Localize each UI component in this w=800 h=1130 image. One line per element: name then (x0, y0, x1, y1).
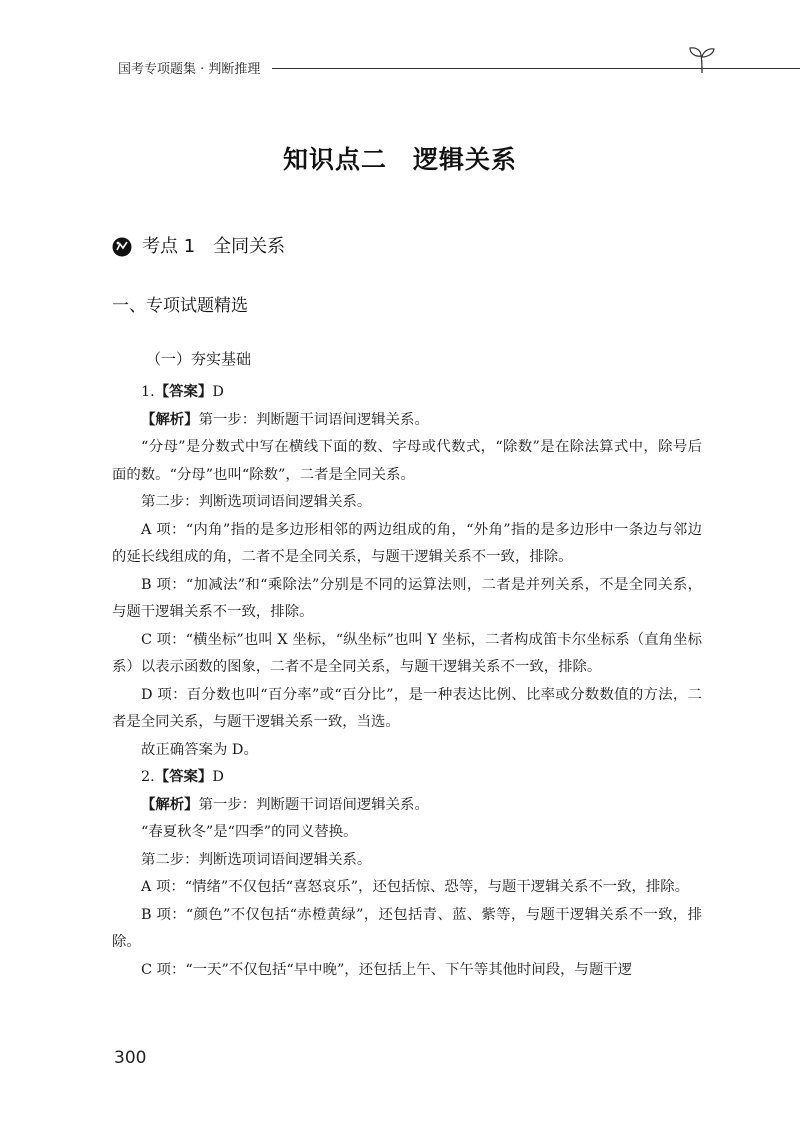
paragraph: 第二步：判断选项词语间逻辑关系。 (141, 494, 372, 510)
paragraph: C 项：“横坐标”也叫 X 坐标，“纵坐标”也叫 Y 坐标，二者构成笛卡尔坐标系（直角坐标系）以表示函数的图象，二者不是全同关系，与题干逻辑关系不一致，排除。 (112, 631, 702, 675)
topic-badge-icon (112, 237, 132, 257)
analysis-label: 【解析】 (141, 411, 199, 428)
answer-value: D (212, 769, 224, 785)
paragraph: “分母”是分数式中写在横线下面的数、字母或代数式，“除数”是在除法算式中，除号后面的数。“分母”也叫“除数”，二者是全同关系。 (112, 439, 702, 483)
paragraph: A 项：“情绪”不仅包括“喜怒哀乐”，还包括惊、恐等，与题干逻辑关系不一致，排除。 (141, 879, 690, 895)
analysis-line (112, 792, 702, 820)
topic-label: 考点 1 全同关系 (142, 236, 286, 257)
paragraph: B 项：“颜色”不仅包括“赤橙黄绿”，还包括青、蓝、紫等，与题干逻辑关系不一致，排除。 (112, 906, 702, 950)
analysis-label: 【解析】 (141, 796, 199, 813)
answer-label: 【答案】 (154, 769, 213, 785)
question-answer-line (112, 379, 702, 407)
question-answer-line (112, 764, 702, 792)
paragraph: C 项：“一天”不仅包括“早中晚”，还包括上午、下午等其他时间段，与题干逻 (141, 961, 633, 978)
header-title: 国考专项题集 · 判断推理 (118, 62, 261, 77)
answer-value: D (212, 384, 224, 400)
section-heading: 一、专项试题精选 (112, 296, 248, 316)
analysis-step: 第一步：判断题干词语间逻辑关系。 (198, 796, 429, 813)
paragraph: 第二步：判断选项词语间逻辑关系。 (141, 851, 372, 868)
subsection-heading: （一）夯实基础 (146, 350, 252, 368)
paragraph: “春夏秋冬”是“四季”的同义替换。 (141, 824, 358, 840)
sprout-icon (688, 44, 716, 74)
paragraph: A 项：“内角”指的是多边形相邻的两边组成的角，“外角”指的是多边形中一条边与邻边的延长线组成的角，二者不是全同关系，与题干逻辑关系不一致，排除。 (112, 521, 702, 565)
paragraph: D 项：百分数也叫“百分率”或“百分比”，是一种表达比例、比率或分数数值的方法，二者是全同关系，与题干逻辑关系一致，当选。 (112, 686, 702, 730)
question-number: 2. (141, 769, 155, 785)
paragraph: B 项：“加减法”和“乘除法”分别是不同的运算法则，二者是并列关系，不是全同关系，与题干逻辑关系不一致，排除。 (112, 576, 702, 620)
answer-explanations (112, 379, 702, 984)
running-header (118, 56, 718, 80)
page-number: 300 (114, 1048, 147, 1068)
paragraph: 故正确答案为 D。 (141, 741, 258, 758)
analysis-step: 第一步：判断题干词语间逻辑关系。 (198, 411, 429, 428)
chapter-title: 知识点二 逻辑关系 (282, 145, 517, 174)
topic-heading (112, 232, 285, 258)
header-rule (272, 68, 800, 69)
question-number: 1. (141, 384, 155, 400)
answer-label: 【答案】 (154, 384, 213, 400)
analysis-line (112, 407, 702, 435)
